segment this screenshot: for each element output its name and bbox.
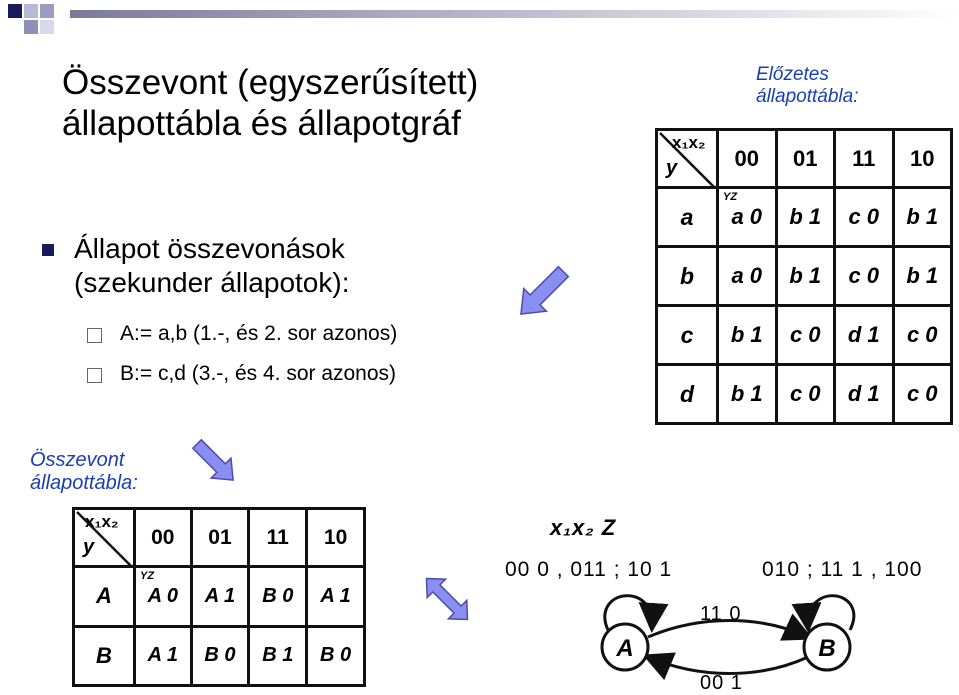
- sub-bullet-2-text: B:= c,d (3.-, és 4. sor azonos): [120, 362, 397, 385]
- state-graph: [580, 575, 880, 685]
- merged-label-line2: állapottábla:: [30, 472, 138, 494]
- edge-a-to-b: [648, 621, 808, 638]
- graph-left-loop-label: 00 0 , 011 ; 10 1: [505, 558, 673, 581]
- merged-yz-label: YZ: [140, 570, 155, 583]
- graph-top-edge-label: 11 0: [700, 603, 742, 625]
- prelim-corner-y: y: [666, 157, 678, 179]
- node-b-label: B: [818, 635, 836, 662]
- prelim-cell: b 1: [893, 247, 952, 306]
- double-arrow-icon: [416, 568, 478, 630]
- merged-cell: [135, 567, 192, 626]
- slide-title-line1: Összevont (egyszerűsített): [62, 63, 479, 102]
- prelim-corner-cell: [657, 130, 718, 188]
- graph-right-loop-label: 010 ; 11 1 , 100: [762, 558, 923, 581]
- sub-bullet-1-text: A:= a,b (1.-, és 2. sor azonos): [120, 322, 398, 345]
- prelim-cell: c 0: [893, 306, 952, 365]
- slide-title-line2: állapottábla és állapotgráf: [62, 104, 461, 143]
- merged-col-header: 00: [135, 509, 192, 567]
- prelim-cell: c 0: [776, 365, 835, 424]
- merged-corner-cell: [74, 509, 135, 567]
- decor-square-pale: [40, 20, 54, 34]
- decor-square-dark: [8, 4, 22, 18]
- hollow-square-icon: [87, 368, 102, 383]
- decor-square-mid2: [40, 4, 54, 18]
- prelim-cell: c 0: [776, 306, 835, 365]
- slide-header-decoration: [0, 0, 959, 30]
- merged-col-header: 10: [307, 509, 365, 567]
- merged-cell: A 1: [191, 567, 249, 626]
- prelim-cell: b 1: [718, 306, 777, 365]
- prelim-cell: d 1: [835, 365, 894, 424]
- prelim-table-label: [756, 64, 858, 108]
- bullet-line1: Állapot összevonások: [74, 233, 345, 264]
- prelim-col-header: 00: [718, 130, 777, 188]
- sub-bullet-1: [87, 321, 507, 347]
- prelim-state-table: [655, 128, 953, 425]
- merged-cell: B 1: [249, 626, 307, 685]
- prelim-yz-label: YZ: [723, 191, 738, 203]
- graph-bottom-edge-label: 00 1: [700, 672, 743, 694]
- merged-cell: B 0: [249, 567, 307, 626]
- merged-cell: B 0: [191, 626, 249, 685]
- decor-square-mid: [24, 20, 38, 34]
- merged-row-state: A: [74, 567, 135, 626]
- prelim-corner-x: x₁x₂: [672, 133, 706, 152]
- hollow-square-icon: [87, 328, 102, 343]
- prelim-row-state: d: [657, 365, 718, 424]
- prelim-label-line1: Előzetes: [756, 64, 829, 85]
- merged-state-table: [72, 507, 366, 687]
- merged-cell: A 1: [135, 626, 192, 685]
- edge-b-to-a: [648, 657, 808, 674]
- prelim-col-header: 01: [776, 130, 835, 188]
- prelim-cell: c 0: [835, 188, 894, 247]
- merged-table-label: [30, 449, 138, 495]
- merged-corner-x: x₁x₂: [85, 512, 119, 531]
- graph-header: x₁x₂ Z: [550, 515, 617, 540]
- slide-title: [62, 62, 478, 144]
- merged-cell-text: A 0: [147, 584, 178, 607]
- prelim-cell: a 0: [718, 247, 777, 306]
- merged-cell: B 0: [307, 626, 365, 685]
- prelim-cell-text: a 0: [731, 204, 763, 229]
- sub-bullet-2: [87, 361, 507, 387]
- prelim-cell: [718, 188, 777, 247]
- prelim-cell: b 1: [718, 365, 777, 424]
- node-a-label: A: [616, 635, 634, 662]
- prelim-cell: d 1: [835, 306, 894, 365]
- bullet-square-icon: [42, 244, 54, 256]
- arrow-down-left-icon: [505, 250, 585, 330]
- merged-label-line1: Összevont: [30, 449, 125, 471]
- prelim-cell: b 1: [893, 188, 952, 247]
- prelim-cell: b 1: [776, 188, 835, 247]
- bullet-line2: (szekunder állapotok):: [74, 267, 350, 298]
- decor-square-light: [24, 4, 38, 18]
- prelim-cell: c 0: [893, 365, 952, 424]
- merged-row-state: B: [74, 626, 135, 685]
- decor-gradient-line: [70, 10, 959, 18]
- prelim-row-state: b: [657, 247, 718, 306]
- prelim-col-header: 10: [893, 130, 952, 188]
- prelim-cell: c 0: [835, 247, 894, 306]
- merged-cell: A 1: [307, 567, 365, 626]
- prelim-row-state: c: [657, 306, 718, 365]
- prelim-row-state: a: [657, 188, 718, 247]
- prelim-col-header: 11: [835, 130, 894, 188]
- arrow-down-right-icon: [185, 432, 243, 490]
- prelim-cell: b 1: [776, 247, 835, 306]
- bullet-main: [42, 232, 522, 302]
- merged-col-header: 11: [249, 509, 307, 567]
- merged-corner-y: y: [83, 536, 95, 558]
- merged-col-header: 01: [191, 509, 249, 567]
- prelim-label-line2: állapottábla:: [756, 86, 859, 107]
